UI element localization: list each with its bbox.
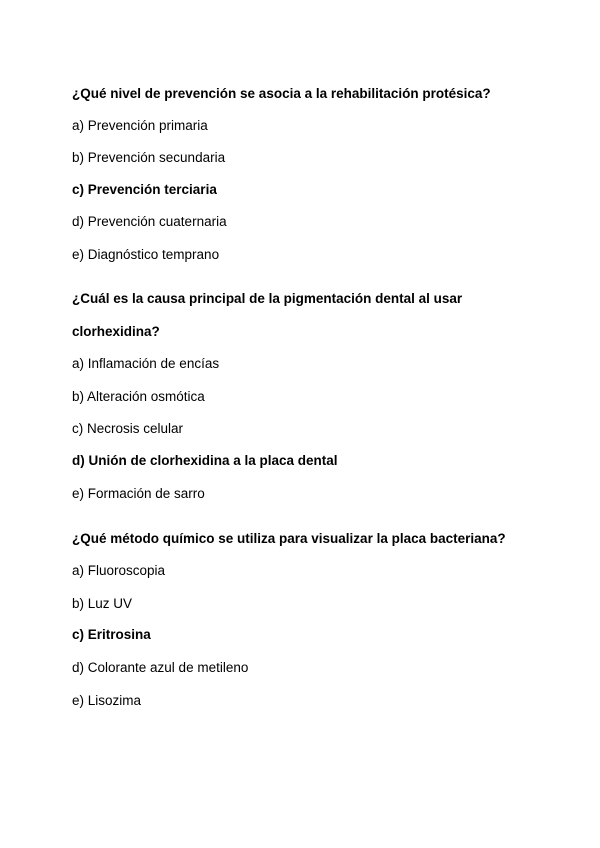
question-3-option-b: b) Luz UV [72,596,133,611]
question-1-text: ¿Qué nivel de prevención se asocia a la rehabilitación protésica? [72,86,491,101]
question-2-option-e: e) Formación de sarro [72,486,205,501]
question-3-option-a: a) Fluoroscopia [72,563,166,578]
question-2-text-line-2: clorhexidina? [72,324,160,339]
question-3-option-c: c) Eritrosina [72,627,151,642]
question-2-option-a: a) Inflamación de encías [72,356,220,371]
question-3-option-d: d) Colorante azul de metileno [72,660,249,675]
question-1-option-d: d) Prevención cuaternaria [72,214,227,229]
question-1-option-e: e) Diagnóstico temprano [72,247,220,262]
question-2-option-b: b) Alteración osmótica [72,389,205,404]
question-1-option-c: c) Prevención terciaria [72,182,217,197]
question-2-option-d: d) Unión de clorhexidina a la placa dental [72,453,338,468]
question-3-text: ¿Qué método químico se utiliza para visualizar la placa bacteriana? [72,531,506,546]
question-2-text-line-1: ¿Cuál es la causa principal de la pigmentación dental al usar [72,291,463,306]
question-1-option-a: a) Prevención primaria [72,118,208,133]
question-2-option-c: c) Necrosis celular [72,421,184,436]
question-3-option-e: e) Lisozima [72,693,142,708]
question-1-option-b: b) Prevención secundaria [72,150,226,165]
